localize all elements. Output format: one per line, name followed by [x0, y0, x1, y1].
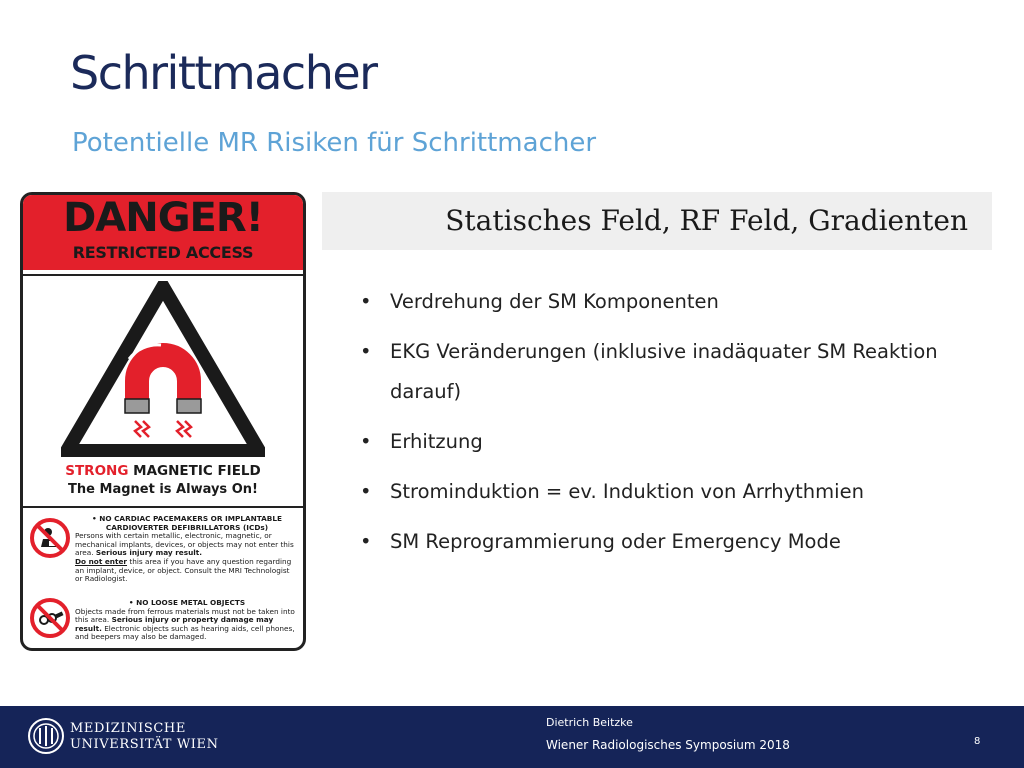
sign-magnet-on-text: The Magnet is Always On!	[68, 482, 258, 497]
warning-metal-objects: • NO LOOSE METAL OBJECTS Objects made from ferrous materials must not be taken into this area. Serious injury or property damage may result. Electronic objects such as hearing aids, cell phones, and beepers may also be damaged.	[75, 598, 295, 642]
risk-bullet-list	[358, 282, 958, 572]
page-number: 8	[974, 736, 981, 747]
footer-bar	[0, 706, 1024, 768]
magnet-warning-icon	[61, 281, 265, 457]
footer-author: Dietrich Beitzke	[546, 716, 633, 729]
sign-restricted-text: RESTRICTED ACCESS	[72, 243, 254, 262]
sign-red-header	[23, 195, 303, 270]
risk-heading: Statisches Feld, RF Feld, Gradienten	[445, 204, 968, 237]
bullet-dot-icon: •	[360, 290, 372, 313]
bullet-item: • Verdrehung der SM Komponenten	[358, 282, 958, 322]
bullet-item: • EKG Veränderungen (inklusive inadäquater SM Reaktion darauf)	[358, 332, 958, 412]
logo-text-line2: UNIVERSITÄT WIEN	[70, 737, 219, 752]
bullet-dot-icon: •	[360, 430, 372, 453]
sign-strong-field-text: STRONG MAGNETIC FIELD	[65, 463, 261, 479]
logo-text-line1: MEDIZINISCHE	[70, 721, 186, 736]
bullet-dot-icon: •	[360, 340, 372, 363]
bullet-item: • SM Reprogrammierung oder Emergency Mode	[358, 522, 958, 562]
slide-title: Schrittmacher	[70, 46, 377, 100]
risk-heading-box	[322, 192, 992, 250]
bullet-dot-icon: •	[360, 530, 372, 553]
footer-event: Wiener Radiologisches Symposium 2018	[546, 738, 790, 752]
bullet-dot-icon: •	[360, 480, 372, 503]
no-pacemaker-icon	[29, 517, 71, 559]
mri-danger-sign	[20, 192, 306, 651]
warning-pacemakers: • NO CARDIAC PACEMAKERS OR IMPLANTABLE CARDIOVERTER DEFIBRILLATORS (ICDs) Persons with certain metallic, electronic, magnetic, or mechanical implants, devices, or objects may not enter this area. Serious injury may result. Do not enter this area if you have any question regarding an implant, device, or object. Consult the MRI Technologist or Radiologist.	[75, 514, 294, 584]
university-logo-icon	[26, 716, 66, 756]
slide-subtitle: Potentielle MR Risiken für Schrittmacher	[72, 128, 597, 158]
no-metal-objects-icon	[29, 597, 71, 639]
sign-danger-text: DANGER!	[63, 195, 263, 241]
sign-divider	[23, 506, 303, 508]
bullet-item: • Erhitzung	[358, 422, 958, 462]
bullet-item: • Strominduktion = ev. Induktion von Arrhythmien	[358, 472, 958, 512]
